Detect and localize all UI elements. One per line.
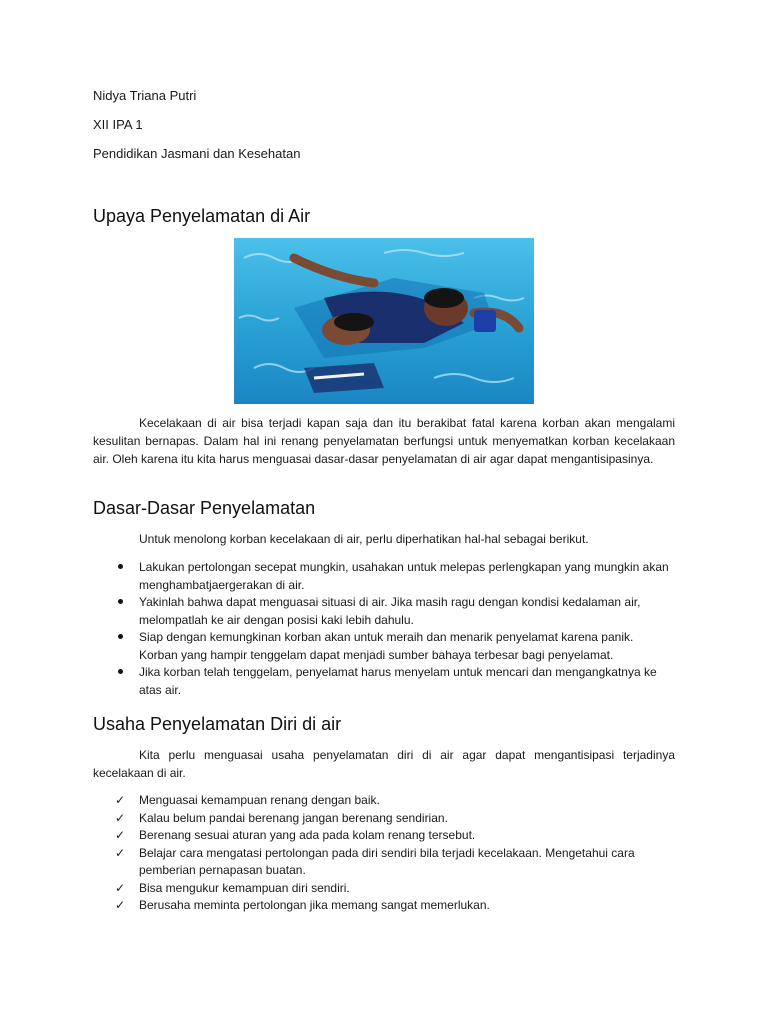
list-item bbox=[93, 845, 675, 880]
bullet-icon bbox=[113, 629, 127, 647]
bullet-icon bbox=[113, 594, 127, 612]
checkmark-icon: ✓ bbox=[114, 845, 126, 860]
checkmark-icon: ✓ bbox=[114, 880, 126, 895]
class-label: XII IPA 1 bbox=[93, 117, 143, 132]
list-item-text: Jika korban telah tenggelam, penyelamat harus menyelam untuk mencari dan mengangkatnya ke atas air. bbox=[139, 665, 657, 697]
bullet-icon bbox=[113, 559, 127, 577]
list-item bbox=[93, 594, 675, 629]
section-heading-dasar: Dasar-Dasar Penyelamatan bbox=[93, 498, 316, 518]
list-item-text: Belajar cara mengatasi pertolongan pada diri sendiri bila terjadi kecelakaan. Mengetahui cara pemberian pernapasan buatan. bbox=[139, 845, 635, 877]
list-item-text: Berusaha meminta pertolongan jika memang sangat memerlukan. bbox=[139, 898, 490, 912]
dasar-intro: Untuk menolong korban kecelakaan di air, perlu diperhatikan hal-hal sebagai berikut. bbox=[139, 532, 589, 546]
usaha-intro-paragraph bbox=[93, 746, 675, 782]
list-item bbox=[93, 880, 675, 898]
list-item-text: Yakinlah bahwa dapat menguasai situasi di air. Jika masih ragu dengan kondisi kedalaman air, melompatlah ke air dengan posisi kaki lebih dahulu. bbox=[139, 595, 641, 627]
list-item-text: Siap dengan kemungkinan korban akan untuk meraih dan menarik penyelamat karena panik. Korban yang hampir tenggelam dapat menjadi sumber bahaya terbesar bagi penyelamat. bbox=[139, 630, 634, 662]
section-heading-upaya: Upaya Penyelamatan di Air bbox=[93, 206, 311, 226]
checkmark-icon: ✓ bbox=[114, 898, 126, 912]
bullet-icon bbox=[113, 664, 127, 682]
list-item bbox=[93, 827, 675, 845]
checkmark-icon: ✓ bbox=[114, 793, 126, 807]
list-item-text: Kalau belum pandai berenang jangan berenang sendirian. bbox=[139, 810, 448, 825]
section-heading-usaha: Usaha Penyelamatan Diri di air bbox=[93, 714, 342, 734]
list-item bbox=[93, 629, 675, 664]
usaha-check-list bbox=[93, 792, 675, 915]
list-item bbox=[93, 664, 675, 699]
subject-label: Pendidikan Jasmani dan Kesehatan bbox=[93, 146, 301, 161]
list-item-text: Menguasai kemampuan renang dengan baik. bbox=[139, 793, 380, 807]
rescue-photo-illustration bbox=[234, 238, 534, 404]
checkmark-icon: ✓ bbox=[114, 810, 126, 825]
usaha-intro-text: Kita perlu menguasai usaha penyelamatan diri di air agar dapat mengantisipasi terjadinya kecelakaan di air. bbox=[93, 748, 675, 780]
list-item-text: Lakukan pertolongan secepat mungkin, usahakan untuk melepas perlengkapan yang mungkin akan menghambatjaergerakan di air. bbox=[139, 560, 669, 592]
dasar-bullet-list bbox=[93, 559, 675, 699]
list-item bbox=[93, 792, 675, 810]
list-item-text: Berenang sesuai aturan yang ada pada kolam renang tersebut. bbox=[139, 828, 476, 842]
intro-paragraph-text: Kecelakaan di air bisa terjadi kapan saja dan itu berakibat fatal karena korban akan mengalami kesulitan bernapas. Dalam hal ini renang penyelamatan berfungsi untuk menyematkan korban kecelakaan air. Oleh karena itu kita harus menguasai dasar-dasar penyelamatan di air agar dapat mengantisipasinya. bbox=[93, 416, 675, 466]
rescue-swimming-photo bbox=[234, 238, 534, 404]
intro-paragraph bbox=[93, 414, 675, 468]
list-item-text: Bisa mengukur kemampuan diri sendiri. bbox=[139, 880, 350, 895]
list-item bbox=[93, 559, 675, 594]
checkmark-icon: ✓ bbox=[114, 828, 126, 842]
list-item bbox=[93, 810, 675, 828]
author-name: Nidya Triana Putri bbox=[93, 88, 197, 103]
list-item bbox=[93, 897, 675, 915]
